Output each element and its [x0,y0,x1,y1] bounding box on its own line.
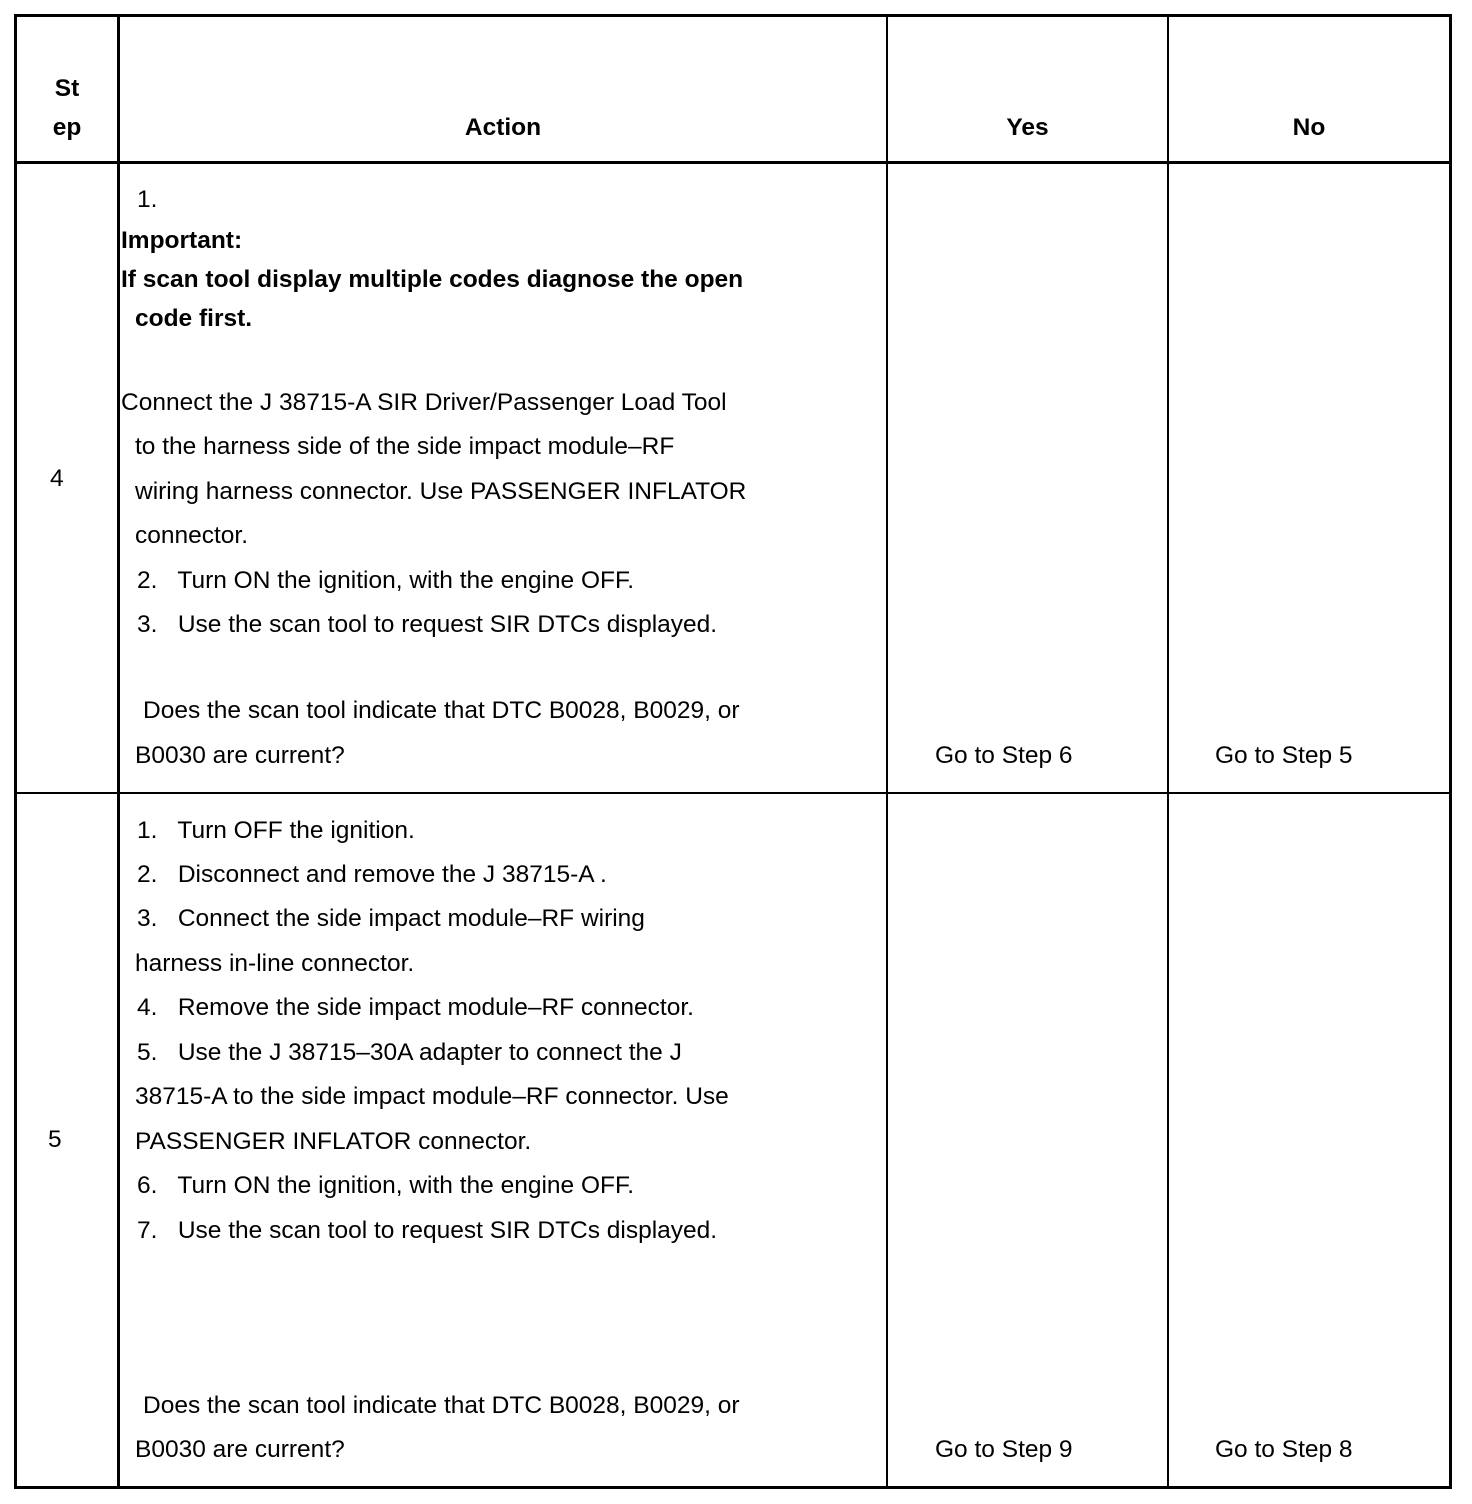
action-line: PASSENGER INFLATOR connector. [135,1128,532,1155]
row-divider [14,792,1452,794]
action-line: connector. [135,522,249,549]
action-line: 3. Use the scan tool to request SIR DTCs displayed. [137,611,718,638]
important-step-number: 1. [137,186,158,213]
table-border-left [14,14,17,1489]
action-line: 2. Disconnect and remove the J 38715-A . [137,861,607,888]
important-label: Important: [121,227,243,254]
no-result: Go to Step 5 [1215,742,1353,769]
action-line: 2. Turn ON the ignition, with the engine OFF. [137,567,635,594]
action-line: harness in-line connector. [135,950,415,977]
header-step-part2: ep [52,114,82,141]
action-line: 5. Use the J 38715–30A adapter to connect the J [137,1039,682,1066]
table-border-top [14,14,1452,17]
action-line: 6. Turn ON the ignition, with the engine OFF. [137,1172,635,1199]
action-line: wiring harness connector. Use PASSENGER INFLATOR [135,478,747,505]
question-line: B0030 are current? [135,742,345,769]
header-step-part1: St [54,75,80,102]
header-no: No [1292,114,1326,141]
yes-result: Go to Step 9 [935,1436,1073,1463]
header-divider [14,161,1452,164]
step-number: 4 [50,465,64,492]
yes-result: Go to Step 6 [935,742,1073,769]
table-border-right [1449,14,1452,1489]
action-line: 4. Remove the side impact module–RF connector. [137,994,694,1021]
action-line: Connect the J 38715-A SIR Driver/Passenger Load Tool [121,389,727,416]
question-line: Does the scan tool indicate that DTC B0028, B0029, or [143,1392,740,1419]
header-yes: Yes [1006,114,1049,141]
no-result: Go to Step 8 [1215,1436,1353,1463]
action-line: 3. Connect the side impact module–RF wiring [137,905,645,932]
table-border-bottom [14,1486,1452,1489]
action-line: 1. Turn OFF the ignition. [137,817,415,844]
question-line: Does the scan tool indicate that DTC B0028, B0029, or [143,697,740,724]
action-line: 7. Use the scan tool to request SIR DTCs displayed. [137,1217,718,1244]
step-number: 5 [48,1126,62,1153]
question-line: B0030 are current? [135,1436,345,1463]
column-divider-action [886,14,888,1489]
important-text-line: code first. [135,305,253,332]
important-text-line: If scan tool display multiple codes diagnose the open [121,266,744,293]
column-divider-step [117,14,120,1489]
column-divider-yes [1167,14,1169,1489]
header-action: Action [464,114,542,141]
action-line: to the harness side of the side impact module–RF [135,433,675,460]
action-line: 38715-A to the side impact module–RF connector. Use [135,1083,729,1110]
